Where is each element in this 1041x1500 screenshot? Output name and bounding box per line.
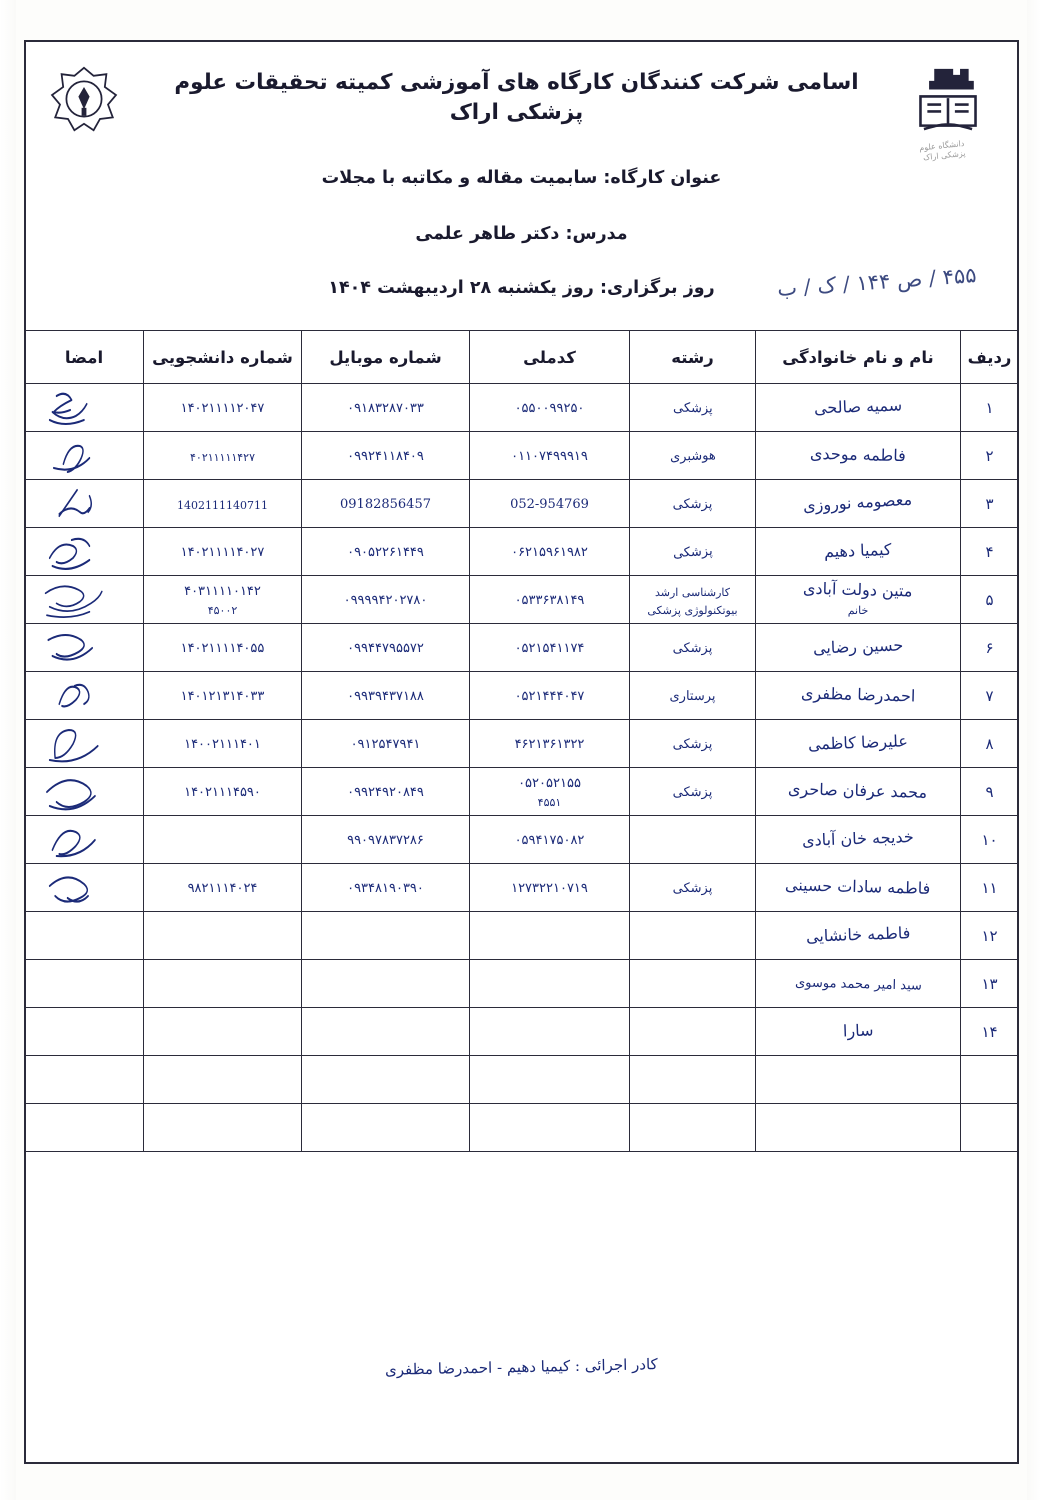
cell-name: خدیجه خان آبادی xyxy=(756,816,961,864)
cell-row-no: ۱ xyxy=(961,384,1019,432)
signature-mark xyxy=(29,530,139,574)
table-row xyxy=(25,624,1019,672)
cell-mobile: ۰۹۹۲۴۹۲۰۸۴۹ xyxy=(302,768,470,816)
cell-student-id: ۹۸۲۱۱۱۴۰۲۴ xyxy=(144,864,302,912)
cell-student-id xyxy=(144,1104,302,1152)
cell-mobile xyxy=(302,960,470,1008)
cell-row-no: ۷ xyxy=(961,672,1019,720)
cell-field xyxy=(630,912,756,960)
col-header-student-id: شماره دانشجویی xyxy=(144,331,302,384)
table-row xyxy=(25,720,1019,768)
cell-field: پزشکی xyxy=(630,864,756,912)
cell-signature xyxy=(25,384,144,432)
table-row xyxy=(25,672,1019,720)
cell-signature xyxy=(25,1056,144,1104)
cell-student-id: ۱۴۰۰۲۱۱۱۴۰۱ xyxy=(144,720,302,768)
cell-row-no: ۳ xyxy=(961,480,1019,528)
cell-signature xyxy=(25,576,144,624)
cell-mobile: ۰۹۰۵۲۲۶۱۴۴۹ xyxy=(302,528,470,576)
instructor-line xyxy=(26,224,1017,244)
form-sheet xyxy=(24,40,1019,1464)
cell-row-no: ۴ xyxy=(961,528,1019,576)
cell-row-no: ۱۱ xyxy=(961,864,1019,912)
cell-student-id: ۱۴۰۲۱۱۱۱۲۰۴۷ xyxy=(144,384,302,432)
university-emblem-icon xyxy=(44,60,124,146)
cell-row-no xyxy=(961,1056,1019,1104)
instructor-value: دکتر طاهر علمی xyxy=(415,224,560,244)
cell-name: سارا xyxy=(756,1008,961,1056)
table-row xyxy=(25,528,1019,576)
cell-national-id: ۰۵۲۱۴۴۴۰۴۷ xyxy=(470,672,630,720)
cell-national-id: ۰۵۲۱۵۴۱۱۷۴ xyxy=(470,624,630,672)
col-header-field: رشته xyxy=(630,331,756,384)
cell-national-id xyxy=(470,1008,630,1056)
table-row xyxy=(25,384,1019,432)
cell-signature xyxy=(25,1008,144,1056)
table-row xyxy=(25,480,1019,528)
cell-name: محمد عرفان صاحری xyxy=(756,768,961,816)
cell-signature xyxy=(25,672,144,720)
signature-mark xyxy=(29,818,139,862)
cell-signature xyxy=(25,912,144,960)
page-title: اسامی شرکت کنندگان کارگاه های آموزشی کمیته تحقیقات علوم پزشکی اراک xyxy=(174,70,859,126)
cell-name: فاطمه موحدی xyxy=(756,432,961,480)
cell-field xyxy=(630,816,756,864)
cell-national-id xyxy=(470,912,630,960)
cell-student-id: ۴۰۳۱۱۱۱۰۱۴۲ ۴۵۰۰۲ xyxy=(144,576,302,624)
cell-name: کیمیا دهیم xyxy=(756,528,961,576)
cell-mobile: ۰۹۱۸۳۲۸۷۰۳۳ xyxy=(302,384,470,432)
cell-national-id: ۰۵۵۰۰۹۹۲۵۰ xyxy=(470,384,630,432)
cell-mobile: ۰۹۹۲۴۱۱۸۴۰۹ xyxy=(302,432,470,480)
cell-mobile: ۰۹۳۴۸۱۹۰۳۹۰ xyxy=(302,864,470,912)
date-label: روز برگزاری: xyxy=(599,278,715,298)
cell-student-id: ۴۰۲۱۱۱۱۱۴۲۷ xyxy=(144,432,302,480)
cell-student-id xyxy=(144,960,302,1008)
workshop-value: سابمیت مقاله و مکاتبه با مجلات xyxy=(321,168,598,188)
form-header xyxy=(26,42,1017,330)
cell-student-id xyxy=(144,912,302,960)
cell-signature xyxy=(25,816,144,864)
signature-mark xyxy=(29,578,139,622)
cell-field: پزشکی xyxy=(630,768,756,816)
table-row xyxy=(25,960,1019,1008)
col-header-mobile: شماره موبایل xyxy=(302,331,470,384)
cell-name: متین دولت آبادی خانم xyxy=(756,576,961,624)
col-header-signature: امضا xyxy=(25,331,144,384)
cell-signature xyxy=(25,528,144,576)
cell-mobile: ۰۹۹۴۴۷۹۵۵۷۲ xyxy=(302,624,470,672)
cell-row-no: ۹ xyxy=(961,768,1019,816)
cell-mobile: ۰۹۹۳۹۴۳۷۱۸۸ xyxy=(302,672,470,720)
instructor-label: مدرس: xyxy=(565,224,628,244)
signature-mark xyxy=(29,482,139,526)
cell-mobile: ۰۹۱۲۵۴۷۹۴۱ xyxy=(302,720,470,768)
cell-student-id xyxy=(144,816,302,864)
col-header-national-id: کدملی xyxy=(470,331,630,384)
cell-name: علیرضا کاظمی xyxy=(756,720,961,768)
cell-mobile xyxy=(302,1008,470,1056)
cell-national-id: ۰۵۹۴۱۷۵۰۸۲ xyxy=(470,816,630,864)
cell-national-id: ۰۱۱۰۷۴۹۹۹۱۹ xyxy=(470,432,630,480)
attendance-table xyxy=(24,330,1019,1152)
cell-row-no: ۶ xyxy=(961,624,1019,672)
cell-row-no: ۵ xyxy=(961,576,1019,624)
cell-field xyxy=(630,1104,756,1152)
cell-name xyxy=(756,1104,961,1152)
signature-mark xyxy=(29,674,139,718)
cell-field: هوشبری xyxy=(630,432,756,480)
footer-note-text: کادر اجرائی : کیمیا دهیم - احمدرضا مظفری xyxy=(384,1354,659,1379)
cell-field: پزشکی xyxy=(630,624,756,672)
cell-field xyxy=(630,960,756,1008)
cell-field xyxy=(630,1056,756,1104)
cell-field: پزشکی xyxy=(630,528,756,576)
cell-mobile: ۹۹۰۹۷۸۳۷۲۸۶ xyxy=(302,816,470,864)
footer-note xyxy=(26,1354,1017,1379)
cell-student-id: ۱۴۰۲۱۱۱۴۵۹۰ xyxy=(144,768,302,816)
cell-signature xyxy=(25,624,144,672)
cell-name xyxy=(756,1056,961,1104)
table-row xyxy=(25,816,1019,864)
cell-mobile: 09182856457 xyxy=(302,480,470,528)
table-row xyxy=(25,768,1019,816)
cell-field: پزشکی xyxy=(630,720,756,768)
cell-student-id: ۱۴۰۲۱۱۱۱۴۰۲۷ xyxy=(144,528,302,576)
table-row xyxy=(25,1056,1019,1104)
cell-name: فاطمه خانشایی xyxy=(756,912,961,960)
cell-row-no: ۱۳ xyxy=(961,960,1019,1008)
cell-signature xyxy=(25,480,144,528)
cell-row-no xyxy=(961,1104,1019,1152)
cell-national-id: 052-954769 xyxy=(470,480,630,528)
table-row xyxy=(25,1008,1019,1056)
cell-field xyxy=(630,1008,756,1056)
cell-row-no: ۱۴ xyxy=(961,1008,1019,1056)
col-header-row: ردیف xyxy=(961,331,1019,384)
cell-field: کارشناسی ارشد بیوتکنولوژی پزشکی xyxy=(630,576,756,624)
cell-name: معصومه نوروزی xyxy=(756,480,961,528)
cell-national-id xyxy=(470,1056,630,1104)
signature-mark xyxy=(29,386,139,430)
cell-signature xyxy=(25,720,144,768)
table-row xyxy=(25,912,1019,960)
cell-row-no: ۲ xyxy=(961,432,1019,480)
signature-mark xyxy=(29,434,139,478)
cell-mobile xyxy=(302,1104,470,1152)
cell-national-id: ۴۶۲۱۳۶۱۳۲۲ xyxy=(470,720,630,768)
cell-row-no: ۱۲ xyxy=(961,912,1019,960)
table-row xyxy=(25,432,1019,480)
cell-field: پزشکی xyxy=(630,480,756,528)
cell-signature xyxy=(25,1104,144,1152)
cell-name: سید امیر محمد موسوی xyxy=(756,960,961,1008)
table-row xyxy=(25,864,1019,912)
cell-row-no: ۱۰ xyxy=(961,816,1019,864)
table-row xyxy=(25,1104,1019,1152)
cell-national-id: ۱۲۷۳۲۲۱۰۷۱۹ xyxy=(470,864,630,912)
cell-field: پزشکی xyxy=(630,384,756,432)
signature-mark xyxy=(29,770,139,814)
cell-student-id xyxy=(144,1056,302,1104)
signature-mark xyxy=(29,866,139,910)
cell-name: فاطمه سادات حسینی xyxy=(756,864,961,912)
emblem-caption: دانشگاه علوم پزشکی اراک xyxy=(918,138,966,162)
cell-mobile: ۰۹۹۹۹۴۲۰۲۷۸۰ xyxy=(302,576,470,624)
page-edge-right xyxy=(1027,0,1041,1500)
cell-student-id: ۱۴۰۲۱۱۱۱۴۰۵۵ xyxy=(144,624,302,672)
signature-mark xyxy=(29,626,139,670)
cell-national-id: ۰۵۳۳۶۳۸۱۴۹ xyxy=(470,576,630,624)
registration-number: ۴۵۵ / ص ۱۴۴ / ک / ب xyxy=(776,263,978,301)
cell-signature xyxy=(25,432,144,480)
cell-row-no: ۸ xyxy=(961,720,1019,768)
cell-national-id: ۰۵۲۰۵۲۱۵۵ ۴۵۵۱ xyxy=(470,768,630,816)
signature-mark xyxy=(29,722,139,766)
cell-name: حسین رضایی xyxy=(756,624,961,672)
date-value: روز یکشنبه ۲۸ اردیبهشت ۱۴۰۴ xyxy=(328,278,594,298)
cell-student-id: ۱۴۰۱۲۱۳۱۴۰۳۳ xyxy=(144,672,302,720)
table-header-row xyxy=(25,331,1019,384)
cell-national-id xyxy=(470,960,630,1008)
cell-name: احمدرضا مظفری xyxy=(756,672,961,720)
cell-student-id: 1402111140711 xyxy=(144,480,302,528)
table-row xyxy=(25,576,1019,624)
cell-name: سمیه صالحی xyxy=(756,384,961,432)
workshop-title-line xyxy=(26,168,1017,188)
workshop-label: عنوان کارگاه: xyxy=(603,168,722,188)
page-edge-left xyxy=(0,0,16,1500)
cell-signature xyxy=(25,960,144,1008)
cell-national-id xyxy=(470,1104,630,1152)
cell-signature xyxy=(25,768,144,816)
cell-signature xyxy=(25,864,144,912)
research-committee-crest-icon xyxy=(905,62,991,148)
cell-field: پرستاری xyxy=(630,672,756,720)
cell-mobile xyxy=(302,1056,470,1104)
cell-mobile xyxy=(302,912,470,960)
cell-national-id: ۰۶۲۱۵۹۶۱۹۸۲ xyxy=(470,528,630,576)
cell-student-id xyxy=(144,1008,302,1056)
col-header-name: نام و نام خانوادگی xyxy=(756,331,961,384)
